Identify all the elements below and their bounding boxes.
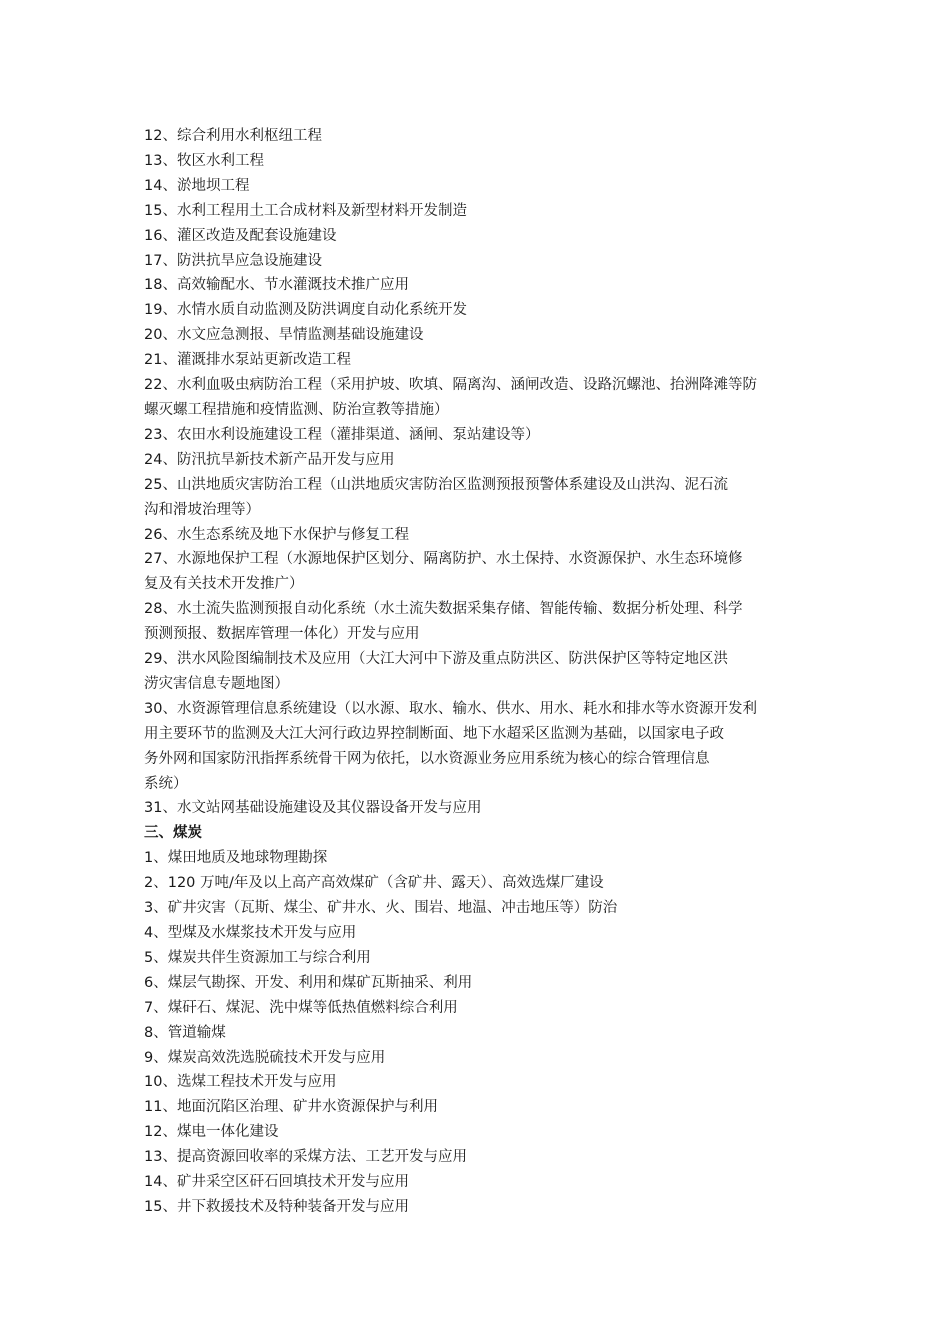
list-item-line: 30、水资源管理信息系统建设（以水源、取水、输水、供水、用水、耗水和排水等水资源开发利 — [144, 700, 757, 717]
coal-list-item: 13、提高资源回收率的采煤方法、工艺开发与应用 — [144, 1149, 467, 1166]
document-page — [144, 124, 810, 1220]
coal-list-item: 2、120 万吨/年及以上高产高效煤矿（含矿井、露天）、高效选煤厂建设 — [144, 875, 604, 892]
list-item-29 — [144, 647, 810, 697]
list-item-line: 用主要环节的监测及大江大河行政边界控制断面、地下水超采区监测为基础，以国家电子政 — [144, 725, 724, 742]
list-item: 13、牧区水利工程 — [144, 152, 264, 169]
list-item-line: 25、山洪地质灾害防治工程（山洪地质灾害防治区监测预报预警体系建设及山洪沟、泥石流 — [144, 476, 728, 493]
coal-list-item: 14、矿井采空区矸石回填技术开发与应用 — [144, 1174, 409, 1191]
coal-list-item: 6、煤层气勘探、开发、利用和煤矿瓦斯抽采、利用 — [144, 974, 473, 991]
coal-list-item: 11、地面沉陷区治理、矿井水资源保护与利用 — [144, 1099, 438, 1116]
list-item: 19、水情水质自动监测及防洪调度自动化系统开发 — [144, 302, 467, 319]
list-item: 17、防洪抗旱应急设施建设 — [144, 252, 322, 269]
list-item-24: 24、防汛抗旱新技术新产品开发与应用 — [144, 451, 395, 468]
list-item: 16、灌区改造及配套设施建设 — [144, 227, 337, 244]
list-item-31: 31、水文站网基础设施建设及其仪器设备开发与应用 — [144, 800, 482, 817]
coal-list-item: 8、管道输煤 — [144, 1024, 226, 1041]
list-item-line: 务外网和国家防汛指挥系统骨干网为依托，以水资源业务应用系统为核心的综合管理信息 — [144, 750, 710, 767]
list-item-line: 沟和滑坡治理等） — [144, 501, 260, 518]
coal-list-item: 12、煤电一体化建设 — [144, 1124, 279, 1141]
list-item: 12、综合利用水利枢纽工程 — [144, 128, 322, 144]
list-item: 20、水文应急测报、旱情监测基础设施建设 — [144, 327, 424, 344]
list-item-26: 26、水生态系统及地下水保护与修复工程 — [144, 526, 409, 543]
list-item-line: 系统） — [144, 775, 188, 792]
list-item-line: 预测预报、数据库管理一体化）开发与应用 — [144, 626, 420, 643]
list-item-line: 涝灾害信息专题地图） — [144, 675, 289, 692]
list-item-23: 23、农田水利设施建设工程（灌排渠道、涵闸、泵站建设等） — [144, 426, 540, 443]
list-item-27 — [144, 547, 810, 597]
coal-list-item: 3、矿井灾害（瓦斯、煤尘、矿井水、火、围岩、地温、冲击地压等）防治 — [144, 900, 618, 917]
section-heading-coal: 三、煤炭 — [144, 825, 202, 842]
list-item-line: 28、水土流失监测预报自动化系统（水土流失数据采集存储、智能传输、数据分析处理、科学 — [144, 601, 743, 618]
list-item-30 — [144, 697, 810, 797]
coal-list-item: 4、型煤及水煤浆技术开发与应用 — [144, 925, 357, 941]
coal-list-item: 1、煤田地质及地球物理勘探 — [144, 850, 328, 867]
coal-list-item: 15、井下救援技术及特种装备开发与应用 — [144, 1198, 409, 1215]
list-item-line: 29、洪水风险图编制技术及应用（大江大河中下游及重点防洪区、防洪保护区等特定地区洪 — [144, 651, 728, 668]
coal-list-item: 5、煤炭共伴生资源加工与综合利用 — [144, 949, 371, 966]
list-item: 15、水利工程用土工合成材料及新型材料开发制造 — [144, 202, 467, 219]
coal-list-item: 7、煤矸石、煤泥、洗中煤等低热值燃料综合利用 — [144, 999, 458, 1016]
list-item-line: 27、水源地保护工程（水源地保护区划分、隔离防护、水土保持、水资源保护、水生态环境修 — [144, 551, 743, 568]
list-item-line: 复及有关技术开发推广） — [144, 576, 304, 593]
list-item: 14、淤地坝工程 — [144, 177, 250, 194]
list-item-line: 螺灭螺工程措施和疫情监测、防治宣教等措施） — [144, 401, 449, 418]
list-item: 18、高效输配水、节水灌溉技术推广应用 — [144, 277, 409, 294]
list-item-22 — [144, 373, 810, 423]
list-item-25 — [144, 473, 810, 523]
list-item: 21、灌溉排水泵站更新改造工程 — [144, 352, 351, 369]
coal-list-item: 10、选煤工程技术开发与应用 — [144, 1074, 337, 1091]
list-item-line: 22、水利血吸虫病防治工程（采用护坡、吹填、隔离沟、涵闸改造、设路沉螺池、抬洲降滩等防 — [144, 377, 757, 394]
coal-list-item: 9、煤炭高效洗选脱硫技术开发与应用 — [144, 1049, 386, 1066]
list-item-28 — [144, 597, 810, 647]
